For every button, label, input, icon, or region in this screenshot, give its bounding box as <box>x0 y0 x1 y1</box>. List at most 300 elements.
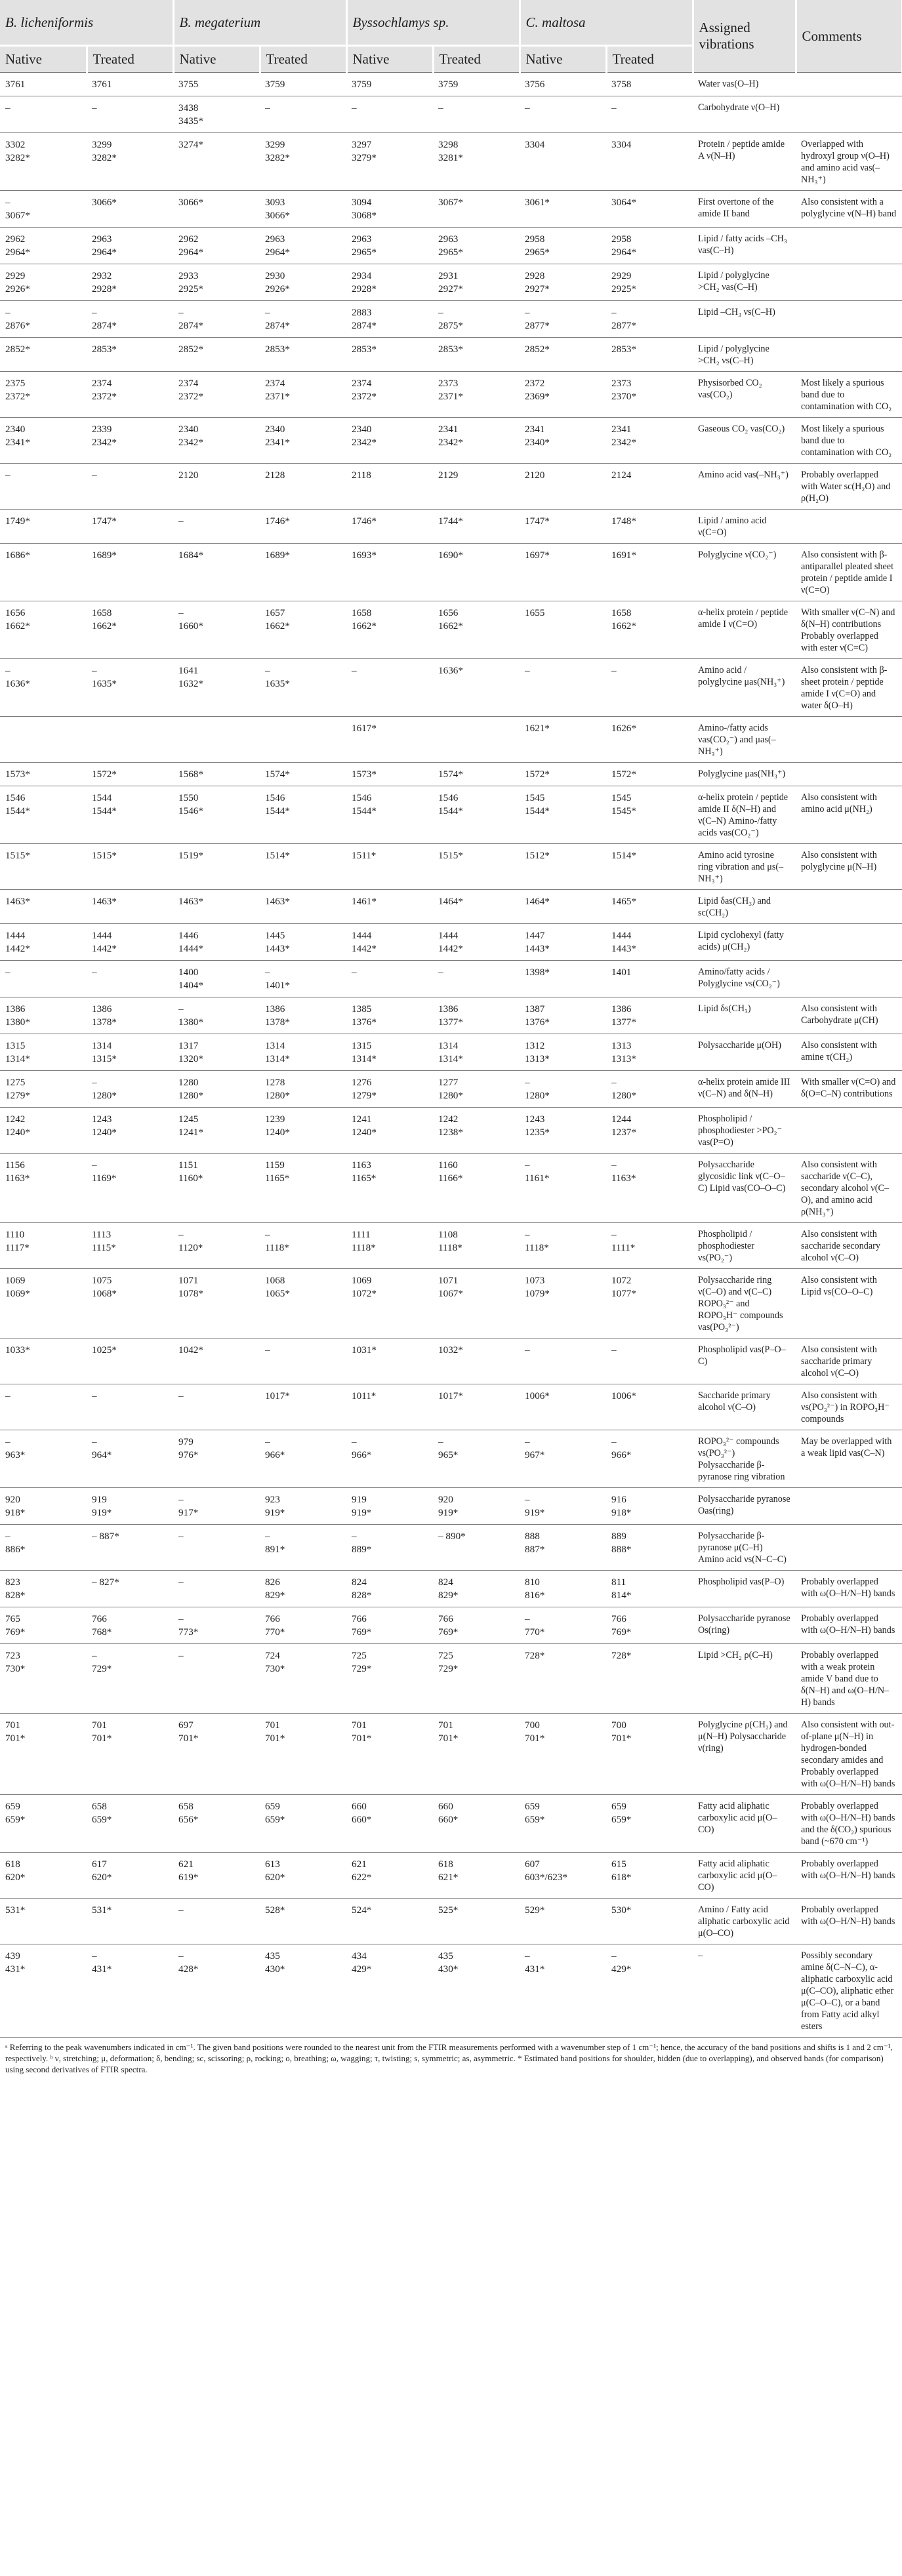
native-subheader: Native <box>0 46 87 73</box>
wavenumber-cell: 660 660* <box>433 1795 520 1853</box>
wavenumber-cell: 1656 1662* <box>0 601 87 659</box>
wavenumber-cell: 524* <box>346 1899 433 1944</box>
wavenumber-cell: 1545 1545* <box>606 786 693 844</box>
wavenumber-cell: 1444 1443* <box>606 924 693 961</box>
assigned-vibration-cell: Lipid / fatty acids –CH₃ νas(C–H) <box>693 228 796 264</box>
wavenumber-cell: – 1635* <box>260 659 346 717</box>
wavenumber-cell: – 1636* <box>0 659 87 717</box>
wavenumber-cell: 1245 1241* <box>173 1108 260 1154</box>
assigned-vibration-cell: Polysaccharide pyranose Os(ring) <box>693 1607 796 1644</box>
wavenumber-cell: – <box>173 1899 260 1944</box>
wavenumber-cell: – <box>0 464 87 510</box>
wavenumber-cell: – 431* <box>520 1944 606 2038</box>
wavenumber-cell: 1017* <box>260 1384 346 1430</box>
wavenumber-cell: 2958 2965* <box>520 228 606 264</box>
wavenumber-cell: 3066* <box>87 191 173 228</box>
wavenumber-cell <box>433 717 520 763</box>
wavenumber-cell: 724 730* <box>260 1644 346 1714</box>
assigned-vibration-cell: Amino acid tyrosine ring vibration and μs(–NH₃⁺) <box>693 844 796 890</box>
wavenumber-cell: 1658 1662* <box>606 601 693 659</box>
wavenumber-cell: 1658 1662* <box>87 601 173 659</box>
wavenumber-cell: – <box>606 1338 693 1384</box>
wavenumber-cell: – <box>87 1384 173 1430</box>
assigned-vibration-cell: Lipid / polyglycine >CH₂ νs(C–H) <box>693 338 796 372</box>
wavenumber-cell: 659 659* <box>606 1795 693 1853</box>
wavenumber-cell: 766 769* <box>606 1607 693 1644</box>
wavenumber-cell: 701 701* <box>0 1714 87 1795</box>
wavenumber-cell: – 1660* <box>173 601 260 659</box>
wavenumber-cell: 1110 1117* <box>0 1223 87 1269</box>
wavenumber-cell: 1641 1632* <box>173 659 260 717</box>
table-row <box>0 1607 902 1644</box>
wavenumber-cell: – 1118* <box>520 1223 606 1269</box>
wavenumber-cell: 1276 1279* <box>346 1071 433 1108</box>
table-row <box>0 1384 902 1430</box>
wavenumber-cell: 3064* <box>606 191 693 228</box>
wavenumber-cell: 701 701* <box>346 1714 433 1795</box>
wavenumber-cell: 2853* <box>433 338 520 372</box>
wavenumber-cell: 1684* <box>173 544 260 601</box>
native-subheader: Native <box>520 46 606 73</box>
assigned-vibration-cell: Lipid >CH₂ ρ(C–H) <box>693 1644 796 1714</box>
wavenumber-cell <box>260 717 346 763</box>
comment-cell: May be overlapped with a weak lipid νas(C–N) <box>796 1430 902 1488</box>
comment-cell: Also consistent with out-of-plane μ(N–H) in hydrogen-bonded secondary amides and Probably overlapped with ω(O–H/N–H) bands <box>796 1714 902 1795</box>
wavenumber-cell: 1546 1544* <box>433 786 520 844</box>
wavenumber-cell: – 1280* <box>606 1071 693 1108</box>
wavenumber-cell: – <box>173 1525 260 1571</box>
wavenumber-cell: 1017* <box>433 1384 520 1430</box>
wavenumber-cell: 1749* <box>0 510 87 544</box>
wavenumber-cell: 1746* <box>346 510 433 544</box>
wavenumber-cell: 2128 <box>260 464 346 510</box>
wavenumber-cell: 1515* <box>433 844 520 890</box>
wavenumber-cell: 1686* <box>0 544 87 601</box>
wavenumber-cell: 659 659* <box>0 1795 87 1853</box>
wavenumber-cell: 2341 2342* <box>606 418 693 464</box>
wavenumber-cell: 1108 1118* <box>433 1223 520 1269</box>
wavenumber-cell: 2340 2341* <box>260 418 346 464</box>
wavenumber-cell: 824 829* <box>433 1571 520 1607</box>
wavenumber-cell: – 1380* <box>173 997 260 1034</box>
table-row <box>0 1488 902 1525</box>
assigned-vibration-cell: Water νas(O–H) <box>693 73 796 96</box>
wavenumber-cell: – <box>606 659 693 717</box>
comment-cell: With smaller ν(C=O) and δ(O=C–N) contributions <box>796 1071 902 1108</box>
wavenumber-cell: 766 770* <box>260 1607 346 1644</box>
wavenumber-cell: 659 659* <box>260 1795 346 1853</box>
wavenumber-cell: 728* <box>520 1644 606 1714</box>
comment-cell: Most likely a spurious band due to contamination with CO₂ <box>796 418 902 464</box>
wavenumber-cell: 1111 1118* <box>346 1223 433 1269</box>
species-header-b-licheniformis: B. licheniformis <box>0 0 173 46</box>
wavenumber-cell: 2930 2926* <box>260 264 346 301</box>
wavenumber-cell: 700 701* <box>520 1714 606 1795</box>
comment-cell: Probably overlapped with Water sc(H₂O) and ρ(H₂O) <box>796 464 902 510</box>
wavenumber-cell: – 917* <box>173 1488 260 1525</box>
assigned-vibration-cell: Amino-/fatty acids νas(CO₂⁻) and μas(–NH₃⁺) <box>693 717 796 763</box>
wavenumber-cell: 1244 1237* <box>606 1108 693 1154</box>
wavenumber-cell: 607 603*/623* <box>520 1853 606 1899</box>
wavenumber-cell: 2853* <box>260 338 346 372</box>
comment-cell: Probably overlapped with ω(O–H/N–H) bands <box>796 1899 902 1944</box>
wavenumber-cell: 1151 1160* <box>173 1154 260 1223</box>
wavenumber-cell: – 964* <box>87 1430 173 1488</box>
table-row <box>0 844 902 890</box>
wavenumber-cell: 701 701* <box>433 1714 520 1795</box>
wavenumber-cell: 3304 <box>606 133 693 191</box>
wavenumber-cell: 2963 2965* <box>346 228 433 264</box>
wavenumber-cell: 531* <box>0 1899 87 1944</box>
wavenumber-cell: 1617* <box>346 717 433 763</box>
comment-cell <box>796 73 902 96</box>
wavenumber-cell: 2962 2964* <box>0 228 87 264</box>
wavenumber-cell: – <box>0 961 87 997</box>
wavenumber-cell: – 1280* <box>87 1071 173 1108</box>
wavenumber-cell: 1515* <box>87 844 173 890</box>
wavenumber-cell: 1446 1444* <box>173 924 260 961</box>
wavenumber-cell: 824 828* <box>346 1571 433 1607</box>
table-row <box>0 338 902 372</box>
assigned-vibration-cell: Polyglycine ρ(CH₂) and μ(N–H) Polysaccharide ν(ring) <box>693 1714 796 1795</box>
wavenumber-cell: 2373 2370* <box>606 372 693 418</box>
wavenumber-cell: 1006* <box>520 1384 606 1430</box>
wavenumber-cell: 810 816* <box>520 1571 606 1607</box>
wavenumber-cell: 1069 1069* <box>0 1269 87 1338</box>
wavenumber-cell: 1444 1442* <box>433 924 520 961</box>
wavenumber-cell: 3758 <box>606 73 693 96</box>
wavenumber-cell: 3304 <box>520 133 606 191</box>
wavenumber-cell: – <box>433 961 520 997</box>
wavenumber-cell: – 1280* <box>520 1071 606 1108</box>
wavenumber-cell: 1386 1377* <box>433 997 520 1034</box>
wavenumber-cell: 2374 2371* <box>260 372 346 418</box>
treated-subheader: Treated <box>260 46 346 73</box>
wavenumber-cell: 1385 1376* <box>346 997 433 1034</box>
comment-cell: Also consistent with amino acid μ(NH₂) <box>796 786 902 844</box>
wavenumber-cell: 530* <box>606 1899 693 1944</box>
wavenumber-cell: 1655 <box>520 601 606 659</box>
wavenumber-cell: 2933 2925* <box>173 264 260 301</box>
comment-cell: Also consistent with β-antiparallel pleated sheet protein / peptide amide I ν(C=O) <box>796 544 902 601</box>
comment-cell <box>796 1108 902 1154</box>
wavenumber-cell: 1239 1240* <box>260 1108 346 1154</box>
wavenumber-cell: 3759 <box>433 73 520 96</box>
comment-cell <box>796 510 902 544</box>
wavenumber-cell: 1444 1442* <box>87 924 173 961</box>
wavenumber-cell: 3302 3282* <box>0 133 87 191</box>
native-subheader: Native <box>346 46 433 73</box>
wavenumber-cell: 1069 1072* <box>346 1269 433 1338</box>
assigned-vibration-cell: Carbohydrate ν(O–H) <box>693 96 796 133</box>
wavenumber-cell: 2374 2372* <box>87 372 173 418</box>
wavenumber-cell: – 2874* <box>87 301 173 338</box>
wavenumber-cell: 1242 1238* <box>433 1108 520 1154</box>
comment-cell: Also consistent with saccharide primary alcohol ν(C–O) <box>796 1338 902 1384</box>
comment-cell <box>796 338 902 372</box>
table-row <box>0 73 902 96</box>
wavenumber-cell: – <box>0 1384 87 1430</box>
wavenumber-cell: – 827* <box>87 1571 173 1607</box>
wavenumber-cell: 2852* <box>0 338 87 372</box>
wavenumber-cell: – 2874* <box>173 301 260 338</box>
comment-cell: Probably overlapped with ω(O–H/N–H) bands <box>796 1853 902 1899</box>
wavenumber-cell: 1691* <box>606 544 693 601</box>
table-row <box>0 544 902 601</box>
comment-cell <box>796 717 902 763</box>
wavenumber-cell: – 1118* <box>260 1223 346 1269</box>
table-row <box>0 464 902 510</box>
wavenumber-cell: 1031* <box>346 1338 433 1384</box>
assigned-vibration-cell: Amino acid νas(–NH₃⁺) <box>693 464 796 510</box>
wavenumber-cell: 920 918* <box>0 1488 87 1525</box>
wavenumber-cell: 2958 2964* <box>606 228 693 264</box>
table-row <box>0 786 902 844</box>
table-row <box>0 1714 902 1795</box>
treated-subheader: Treated <box>87 46 173 73</box>
table-row <box>0 1071 902 1108</box>
wavenumber-cell: 919 919* <box>346 1488 433 1525</box>
wavenumber-cell: 1243 1240* <box>87 1108 173 1154</box>
wavenumber-cell: 2118 <box>346 464 433 510</box>
wavenumber-cell: 2341 2342* <box>433 418 520 464</box>
wavenumber-cell: 1697* <box>520 544 606 601</box>
wavenumber-cell: 2375 2372* <box>0 372 87 418</box>
comment-cell: With smaller ν(C–N) and δ(N–H) contributions Probably overlapped with ester ν(C=C) <box>796 601 902 659</box>
comment-cell <box>796 890 902 924</box>
wavenumber-cell: 1746* <box>260 510 346 544</box>
wavenumber-cell: 701 701* <box>87 1714 173 1795</box>
wavenumber-cell: 923 919* <box>260 1488 346 1525</box>
wavenumber-cell: – 2877* <box>520 301 606 338</box>
wavenumber-cell: 1514* <box>606 844 693 890</box>
wavenumber-cell: 2120 <box>520 464 606 510</box>
table-row <box>0 659 902 717</box>
wavenumber-cell: 2129 <box>433 464 520 510</box>
wavenumber-cell: 2340 2342* <box>346 418 433 464</box>
wavenumber-cell: 1159 1165* <box>260 1154 346 1223</box>
wavenumber-cell: 3061* <box>520 191 606 228</box>
comments-header: Comments <box>796 0 902 73</box>
wavenumber-cell: 2120 <box>173 464 260 510</box>
wavenumber-cell: 1278 1280* <box>260 1071 346 1108</box>
assigned-vibration-cell: – <box>693 1944 796 2038</box>
assigned-vibrations-header: Assigned vibrations <box>693 0 796 73</box>
wavenumber-cell: 613 620* <box>260 1853 346 1899</box>
wavenumber-cell: 3067* <box>433 191 520 228</box>
wavenumber-cell: 621 619* <box>173 1853 260 1899</box>
wavenumber-cell: 919 919* <box>87 1488 173 1525</box>
wavenumber-cell: – <box>520 1338 606 1384</box>
wavenumber-cell: 2340 2342* <box>173 418 260 464</box>
wavenumber-cell: – 966* <box>260 1430 346 1488</box>
wavenumber-cell: 888 887* <box>520 1525 606 1571</box>
wavenumber-cell: – 1401* <box>260 961 346 997</box>
comment-cell: Also consistent with amine τ(CH₂) <box>796 1034 902 1071</box>
assigned-vibration-cell: First overtone of the amide II band <box>693 191 796 228</box>
wavenumber-cell: 1568* <box>173 763 260 786</box>
wavenumber-cell: 1463* <box>260 890 346 924</box>
table-row <box>0 191 902 228</box>
treated-subheader: Treated <box>433 46 520 73</box>
wavenumber-cell: 765 769* <box>0 1607 87 1644</box>
table-row <box>0 601 902 659</box>
wavenumber-cell: – 890* <box>433 1525 520 1571</box>
wavenumber-cell: 1386 1380* <box>0 997 87 1034</box>
wavenumber-cell: 621 622* <box>346 1853 433 1899</box>
wavenumber-cell: 3299 3282* <box>260 133 346 191</box>
wavenumber-cell: 1243 1235* <box>520 1108 606 1154</box>
wavenumber-cell: 1512* <box>520 844 606 890</box>
wavenumber-cell: – <box>606 96 693 133</box>
wavenumber-cell: 1747* <box>87 510 173 544</box>
wavenumber-cell: 1657 1662* <box>260 601 346 659</box>
wavenumber-cell: 2929 2926* <box>0 264 87 301</box>
wavenumber-cell: 3755 <box>173 73 260 96</box>
wavenumber-cell: 1546 1544* <box>346 786 433 844</box>
wavenumber-cell: 2963 2964* <box>87 228 173 264</box>
assigned-vibration-cell: Amino / Fatty acid aliphatic carboxylic acid μ(O–CO) <box>693 1899 796 1944</box>
wavenumber-cell: 1464* <box>520 890 606 924</box>
wavenumber-cell: 1511* <box>346 844 433 890</box>
wavenumber-cell: – 729* <box>87 1644 173 1714</box>
wavenumber-cell: – 1635* <box>87 659 173 717</box>
assigned-vibration-cell: Lipid δs(CH₃) <box>693 997 796 1034</box>
wavenumber-cell: 1744* <box>433 510 520 544</box>
assigned-vibration-cell: α-helix protein / peptide amide I ν(C=O) <box>693 601 796 659</box>
wavenumber-cell: 2963 2965* <box>433 228 520 264</box>
wavenumber-cell: 1514* <box>260 844 346 890</box>
wavenumber-cell: – <box>87 464 173 510</box>
assigned-vibration-cell: Polysaccharide glycosidic link ν(C–O–C) Lipid νas(CO–O–C) <box>693 1154 796 1223</box>
assigned-vibration-cell: Phospholipid / phosphodiester >PO₂⁻ νas(P=O) <box>693 1108 796 1154</box>
wavenumber-cell: 2374 2372* <box>346 372 433 418</box>
assigned-vibration-cell: Lipid δas(CH₃) and sc(CH₂) <box>693 890 796 924</box>
comment-cell: Also consistent with Carbohydrate μ(CH) <box>796 997 902 1034</box>
table-row <box>0 1154 902 1223</box>
table-row <box>0 510 902 544</box>
wavenumber-cell: 1315 1314* <box>0 1034 87 1071</box>
wavenumber-cell: 1006* <box>606 1384 693 1430</box>
wavenumber-cell: 1515* <box>0 844 87 890</box>
table-row <box>0 1034 902 1071</box>
comment-cell: Also consistent with polyglycine μ(N–H) <box>796 844 902 890</box>
wavenumber-cell: 618 620* <box>0 1853 87 1899</box>
wavenumber-cell: 3761 <box>0 73 87 96</box>
comment-cell: Probably overlapped with ω(O–H/N–H) bands and the δ(CO₂) spurious band (~670 cm⁻¹) <box>796 1795 902 1853</box>
wavenumber-cell: 2372 2369* <box>520 372 606 418</box>
wavenumber-cell: 2853* <box>606 338 693 372</box>
species-header-byssochlamys: Byssochlamys sp. <box>346 0 520 46</box>
table-row <box>0 1269 902 1338</box>
wavenumber-cell: – 2875* <box>433 301 520 338</box>
wavenumber-cell: 1386 1377* <box>606 997 693 1034</box>
wavenumber-cell: 2963 2964* <box>260 228 346 264</box>
table-row <box>0 763 902 786</box>
wavenumber-cell: – 1111* <box>606 1223 693 1269</box>
wavenumber-cell: 2124 <box>606 464 693 510</box>
wavenumber-cell: 1073 1079* <box>520 1269 606 1338</box>
assigned-vibration-cell: Polyglycine μas(NH₃⁺) <box>693 763 796 786</box>
wavenumber-cell: 615 618* <box>606 1853 693 1899</box>
comment-cell: Also consistent with saccharide ν(C–C), secondary alcohol ν(C–O), and amino acid ρ(NH₃⁺) <box>796 1154 902 1223</box>
table-row <box>0 1853 902 1899</box>
wavenumber-cell: – 889* <box>346 1525 433 1571</box>
assigned-vibration-cell: Lipid / polyglycine >CH₂ νas(C–H) <box>693 264 796 301</box>
wavenumber-cell: 439 431* <box>0 1944 87 2038</box>
comment-cell: Also consistent with β-sheet protein / peptide amide I ν(C=O) and water δ(O–H) <box>796 659 902 717</box>
wavenumber-cell: 2934 2928* <box>346 264 433 301</box>
wavenumber-cell: 658 659* <box>87 1795 173 1853</box>
wavenumber-cell: 1241 1240* <box>346 1108 433 1154</box>
wavenumber-cell: 889 888* <box>606 1525 693 1571</box>
table-row <box>0 372 902 418</box>
wavenumber-cell: – 965* <box>433 1430 520 1488</box>
comment-cell: Overlapped with hydroxyl group ν(O–H) and amino acid νas(–NH₃⁺) <box>796 133 902 191</box>
comment-cell <box>796 228 902 264</box>
wavenumber-cell: 766 769* <box>346 1607 433 1644</box>
wavenumber-cell: – 1169* <box>87 1154 173 1223</box>
assigned-vibration-cell: Polyglycine ν(CO₂⁻) <box>693 544 796 601</box>
wavenumber-cell: 1314 1314* <box>433 1034 520 1071</box>
wavenumber-cell: 1277 1280* <box>433 1071 520 1108</box>
wavenumber-cell: 1386 1378* <box>260 997 346 1034</box>
wavenumber-cell: 2883 2874* <box>346 301 433 338</box>
wavenumber-cell: 2932 2928* <box>87 264 173 301</box>
wavenumber-cell: 2339 2342* <box>87 418 173 464</box>
table-row <box>0 1795 902 1853</box>
wavenumber-cell: 1314 1314* <box>260 1034 346 1071</box>
wavenumber-cell: – <box>260 1338 346 1384</box>
table-row <box>0 1223 902 1269</box>
wavenumber-cell: 1042* <box>173 1338 260 1384</box>
wavenumber-cell: 618 621* <box>433 1853 520 1899</box>
comment-cell: Probably overlapped with a weak protein amide V band due to δ(N–H) and ω(O–H/N–H) bands <box>796 1644 902 1714</box>
table-row <box>0 96 902 133</box>
wavenumber-cell: 1444 1442* <box>346 924 433 961</box>
wavenumber-cell: 3298 3281* <box>433 133 520 191</box>
wavenumber-cell: – <box>346 96 433 133</box>
wavenumber-cell: 3761 <box>87 73 173 96</box>
wavenumber-cell: 1160 1166* <box>433 1154 520 1223</box>
wavenumber-cell: 2853* <box>87 338 173 372</box>
wavenumber-cell: 1072 1077* <box>606 1269 693 1338</box>
wavenumber-cell: 658 656* <box>173 1795 260 1853</box>
comment-cell: Probably overlapped with ω(O–H/N–H) bands <box>796 1571 902 1607</box>
wavenumber-cell: 2929 2925* <box>606 264 693 301</box>
wavenumber-cell: – 1163* <box>606 1154 693 1223</box>
wavenumber-cell: – 3067* <box>0 191 87 228</box>
table-row <box>0 1944 902 2038</box>
wavenumber-cell: – <box>173 1571 260 1607</box>
wavenumber-cell: 1398* <box>520 961 606 997</box>
wavenumber-cell: 1075 1068* <box>87 1269 173 1338</box>
comment-cell: Also consistent with νs(PO₃²⁻) in ROPO₃H⁻ compounds <box>796 1384 902 1430</box>
wavenumber-cell: 1242 1240* <box>0 1108 87 1154</box>
wavenumber-cell: 1544 1544* <box>87 786 173 844</box>
wavenumber-cell: – 1120* <box>173 1223 260 1269</box>
comment-cell: Also consistent with saccharide secondary alcohol ν(C–O) <box>796 1223 902 1269</box>
wavenumber-cell: – <box>520 96 606 133</box>
wavenumber-cell: – 1161* <box>520 1154 606 1223</box>
wavenumber-cell: 1519* <box>173 844 260 890</box>
wavenumber-cell: 1574* <box>260 763 346 786</box>
table-body <box>0 73 902 2038</box>
table-row <box>0 1644 902 1714</box>
wavenumber-cell: 1693* <box>346 544 433 601</box>
assigned-vibration-cell: Amino acid / polyglycine μas(NH₃⁺) <box>693 659 796 717</box>
assigned-vibration-cell: Fatty acid aliphatic carboxylic acid μ(O–CO) <box>693 1853 796 1899</box>
